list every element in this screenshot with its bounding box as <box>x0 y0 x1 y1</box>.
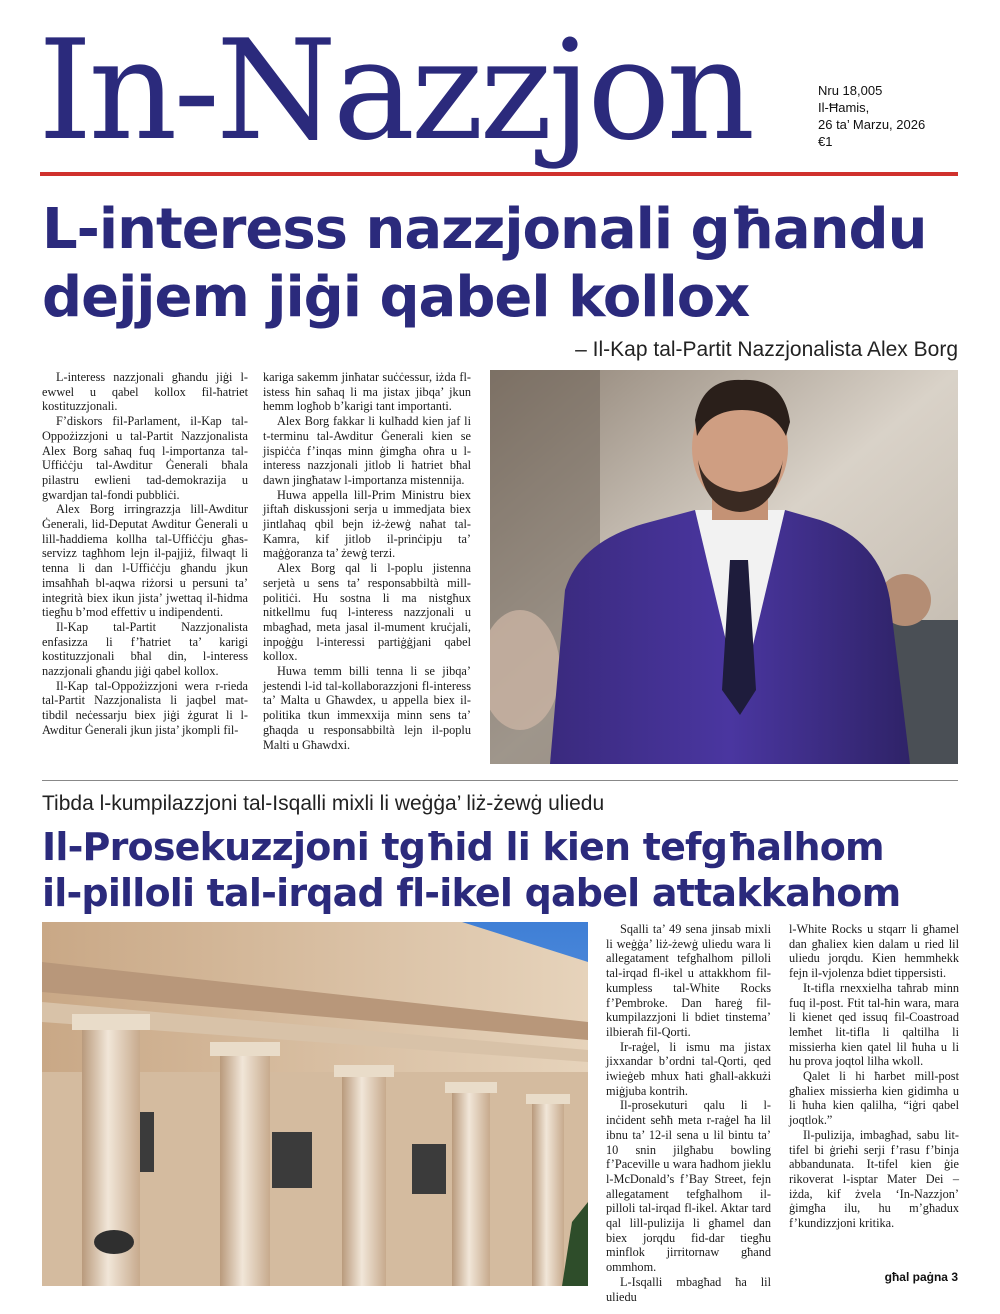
paragraph: kariga sakemm jinħatar suċċessur, iżda fl-istess ħin saħaq li ma jistax jibqa’ jkun hemm logħob b’karigi tant importanti. <box>263 370 471 414</box>
paragraph: Il-Kap tal-Partit Nazzjonalista enfasizza li f’ħatriet ta’ karigi kostituzzjonali bħal din, l-interess nazzjonali għandu jiġi qabel kollox. <box>42 619 248 679</box>
lead-column-2 <box>263 370 471 752</box>
paragraph: Il-Kap tal-Oppożizzjoni wera r-rieda tal-Partit Nazzjonalista li jaqbel mat-tibdil neċessarju biex jiġi żgurat li l-Awditur Ġenerali jkun jista’ jkompli fil- <box>42 678 248 737</box>
lead-headline-line1: L-interess nazzjonali għandu <box>42 197 927 262</box>
lead-photo <box>490 370 958 764</box>
second-kicker: Tibda l-kumpilazzjoni tal-Isqalli mixli li weġġa’ liż-żewġ uliedu <box>42 792 605 815</box>
lead-column-1 <box>42 370 248 738</box>
masthead-title: In-Nazzjon <box>38 10 752 171</box>
paragraph: F’diskors fil-Parlament, il-Kap tal-Oppożizzjoni u tal-Partit Nazzjonalista Alex Borg saħaq fuq l-importanza tal-Uffiċċju tal-Awditur Ġenerali bħala pilastru ewlieni tad-demokrazija u gwardjan tal-fondi pubbliċi. <box>42 414 248 502</box>
paragraph: Sqalli ta’ 49 sena jinsab mixli li weġġa’ liż-żewġ uliedu wara li allegatament tefgħalhom pilloli tal-irqad fl-ikel u attakkhom fil-kumpless tal-White Rocks f’Pembroke. Dan ħareġ fil-kumpilazzjoni li bdiet tinstema’ ilbieraħ fil-Qorti. <box>606 922 771 1039</box>
courthouse-photo <box>42 922 588 1286</box>
paragraph: Il-prosekuturi qalu li l-inċident seħħ meta r-raġel ħa lil ibnu ta’ 12-il sena u lil bintu ta’ 10 snin jilgħabu bowling f’Paceville u wara ħadhom jieklu l-McDonald’s f’Bay Street, fejn allegatament tefgħalhom il-pilloli tal-irqad fl-ikel. Aktar tard qal lill-pulizija li għamel dan biex jorqdu fid-dar tiegħu minflok jirritornaw għand ommhom. <box>606 1098 771 1275</box>
paragraph: Alex Borg irringrazzja lill-Awditur Ġenerali, lid-Deputat Awditur Ġenerali u lill-ħaddiema kollha tal-Uffiċċju għas-servizz tagħhom lejn il-pajjiż, filwaqt li tenna li dan l-Uffiċċju għandu jkun imsaħħaħ bl-aqwa riżorsi u persuni ta’ integrità biex ikun jista’ jwettaq il-ħidma tiegħu b’mod effettiv u indipendenti. <box>42 502 248 620</box>
second-column-1 <box>606 922 771 1304</box>
second-column-2 <box>789 922 959 1231</box>
lead-attribution: – Il-Kap tal-Partit Nazzjonalista Alex Borg <box>575 338 958 361</box>
paragraph: Huwa temm billi tenna li se jibqa’ jestendi l-id tal-kollaborazzjoni fl-interess ta’ Malta u Għawdex, u appella biex il-politika tkun immexxija minn sens ta’ għaqda u responsabbiltà lejn il-poplu Malti u Għawdxi. <box>263 664 471 752</box>
paragraph: L-Isqalli mbagħad ħa lil uliedu <box>606 1274 771 1304</box>
second-headline-line1: Il-Prosekuzzjoni tgħid li kien tefgħalhom <box>42 825 884 869</box>
paragraph: Qalet li hi ħarbet mill-post għaliex missierha kien gidimha u li ħuha kien qalilha, “iġri qabel joqtlok.” <box>789 1069 959 1128</box>
issue-price: €1 <box>818 134 833 149</box>
paragraph: It-tifla rnexxielha taħrab minn fuq il-post. Ftit tal-ħin wara, mara li kienet qed issuq fil-Coastroad lemħet lit-tifla li qaltilha li missierha kien qatel lil ħuha u li hu prova joqtol lilha wkoll. <box>789 980 959 1069</box>
paragraph: Alex Borg qal li l-poplu jistenna serjetà u sens ta’ responsabbiltà mill-politiċi. Hu sostna li ma nistgħux nitkellmu fuq l-interess nazzjonali u mbagħad, meta jasal il-mument kruċjali, inpoġġu l-interessi partiġġjani qabel kollox. <box>263 561 471 664</box>
continued-jump: għal paġna 3 <box>884 1270 958 1284</box>
lead-headline-line2: dejjem jiġi qabel kollox <box>42 265 750 330</box>
issue-number: Nru 18,005 <box>818 83 883 98</box>
second-headline-line2: il-pilloli tal-irqad fl-ikel qabel attakkahom <box>42 871 901 915</box>
paragraph: Alex Borg fakkar li kulħadd kien jaf li t-terminu tal-Awditur Ġenerali kien se jispiċċa f’inqas minn ġimgħa oħra u l-interess nazzjonali jitlob li ħatriet bħal dawn jingħataw l-importanza mistennija. <box>263 414 471 487</box>
second-headline <box>42 824 972 916</box>
paragraph: l-White Rocks u stqarr li għamel dan għaliex kien dalam u ried lil uliedu jorqdu. Kien hemmhekk fejn il-vjolenza bdiet tippersisti. <box>789 922 959 981</box>
issue-day: Il-Ħamis, <box>818 100 870 115</box>
issue-date: 26 ta’ Marzu, 2026 <box>818 117 926 132</box>
issue-info <box>818 82 925 150</box>
section-divider <box>42 780 958 781</box>
masthead-rule <box>40 172 958 176</box>
paragraph: L-interess nazzjonali għandu jiġi l-ewwel u qabel kollox fil-ħatriet kostituzzjonali. <box>42 370 248 414</box>
lead-headline <box>42 196 972 332</box>
paragraph: Ir-raġel, li ismu ma jistax jixxandar b’ordni tal-Qorti, qed iwieġeb mhux ħati għall-akkużi miġjuba kontrih. <box>606 1039 771 1098</box>
paragraph: Huwa appella lill-Prim Ministru biex jiftaħ diskussjoni serja u immedjata biex jintlaħaq qbil bejn iż-żewġ naħat tal-Kamra, kif jitlob il-prinċipju ta’ maġġoranza ta’ żewġ terzi. <box>263 487 471 561</box>
paragraph: Il-pulizija, imbagħad, sabu lit-tifel bi ġrieħi serji f’rasu f’binja abbandunata. It-tifel kien ġie rikoverat l-isptar Mater Dei – iżda, kif żvela ‘In-Nazzjon’ ġimgħa ilu, hu m’għadux f’kundizzjoni kritika. <box>789 1127 959 1231</box>
